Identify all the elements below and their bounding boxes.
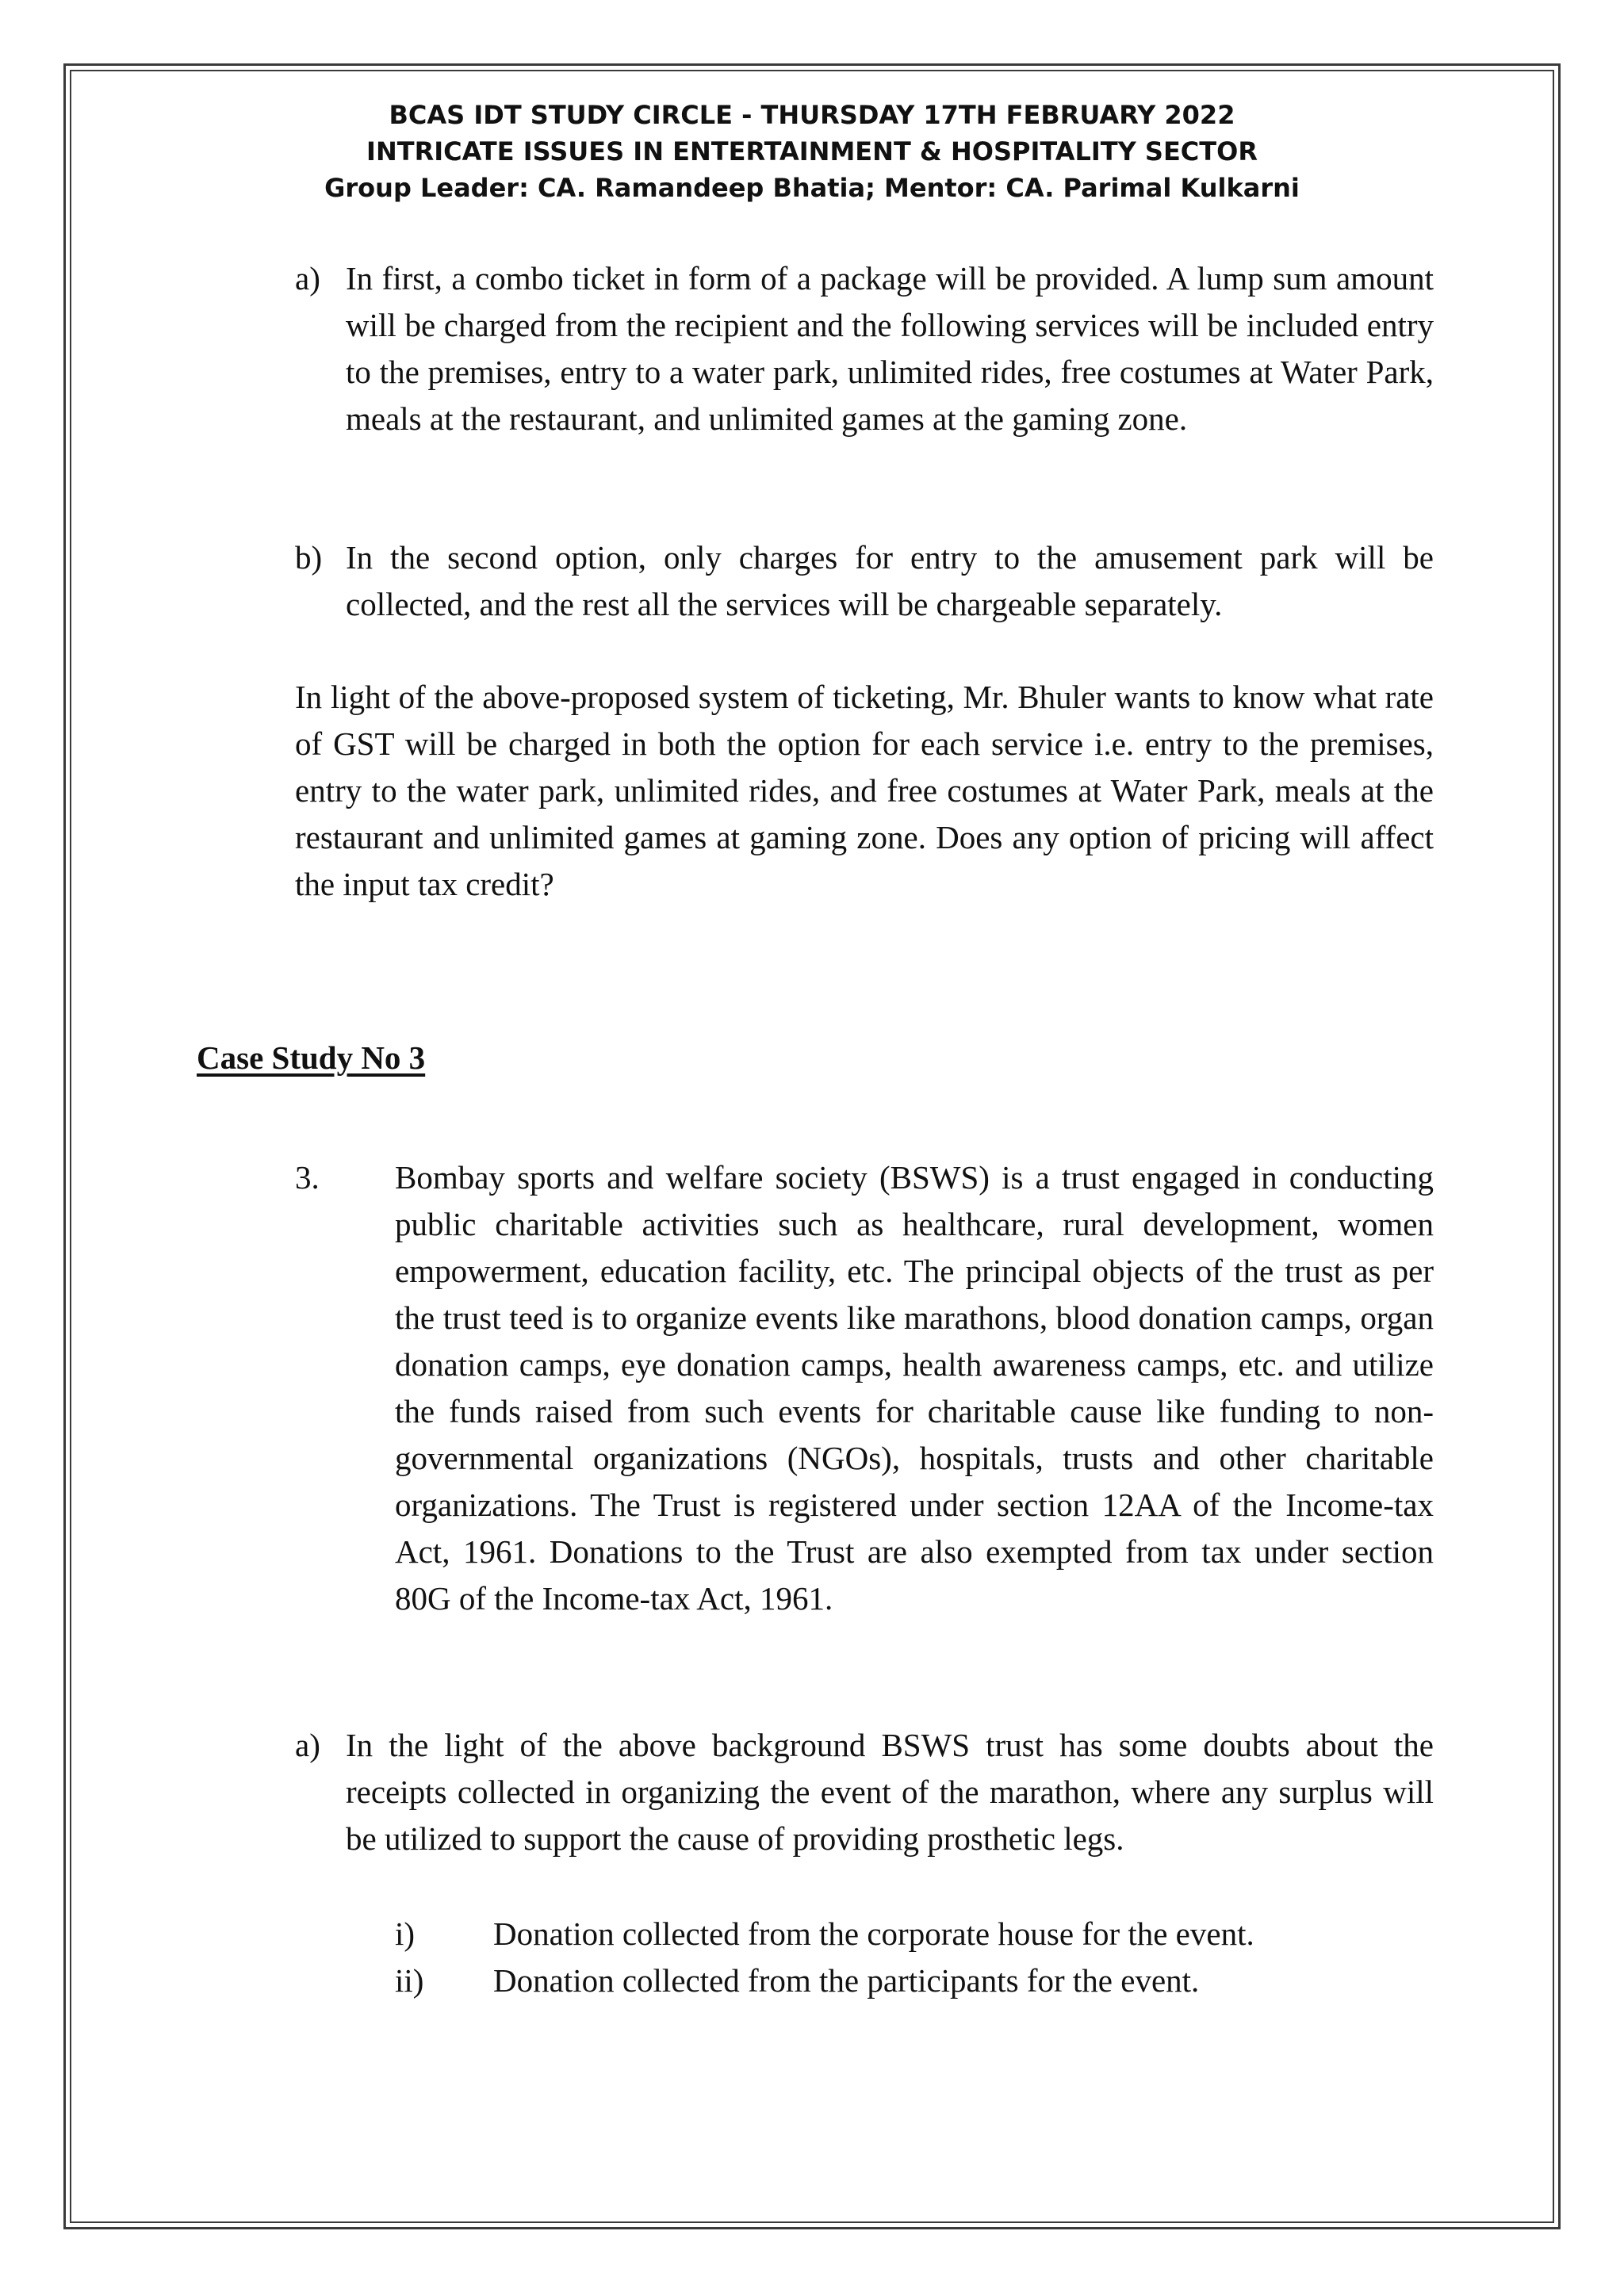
option-b-marker: b): [295, 539, 323, 576]
case-study-number: 3.: [295, 1159, 320, 1196]
header-line-3: Group Leader: CA. Ramandeep Bhatia; Mentor: CA. Parimal Kulkarni: [324, 173, 1300, 203]
option-b-text: In the second option, only charges for entry to the amusement park will be collected, and the rest all the services will be chargeable separately.: [346, 539, 1434, 622]
header-line-2: INTRICATE ISSUES IN ENTERTAINMENT & HOSPITALITY SECTOR: [366, 136, 1258, 166]
option-a-text: In first, a combo ticket in form of a package will be provided. A lump sum amount will be charged from the recipient and the following services will be included entry to the premises, entry to a water park, unlimited rides, free costumes at Water Park, meals at the restaurant, and unlimited games at the gaming zone.: [346, 260, 1434, 437]
option-a-marker: a): [295, 260, 320, 297]
document-header: [70, 97, 1554, 206]
sub-item-i-text: Donation collected from the corporate house for the event.: [493, 1915, 1254, 1952]
sub-item-i-marker: i): [395, 1915, 416, 1952]
case-question-a-marker: a): [295, 1727, 320, 1763]
sub-item-ii-marker: ii): [395, 1962, 424, 1999]
case-study-title: Case Study No 3: [197, 1039, 426, 1076]
case-study-background: Bombay sports and welfare society (BSWS) is a trust engaged in conducting public charitable activities such as healthcare, rural development, women empowerment, education facility, etc. The principal objects of the trust as per the trust teed is to organize events like marathons, blood donation camps, organ donation camps, eye donation camps, health awareness camps, etc. and utilize the funds raised from such events for charitable cause like funding to non-governmental organizations (NGOs), hospitals, trusts and other charitable organizations. The Trust is registered under section 12AA of the Income-tax Act, 1961. Donations to the Trust are also exempted from tax under section 80G of the Income-tax Act, 1961.: [395, 1159, 1434, 1617]
header-line-1: BCAS IDT STUDY CIRCLE - THURSDAY 17TH FEBRUARY 2022: [389, 100, 1235, 130]
case-question-a-text: In the light of the above background BSWS trust has some doubts about the receipts collected in organizing the event of the marathon, where any surplus will be utilized to support the cause of providing prosthetic legs.: [346, 1727, 1434, 1857]
sub-item-ii-text: Donation collected from the participants for the event.: [493, 1962, 1200, 1999]
question-paragraph: In light of the above-proposed system of ticketing, Mr. Bhuler wants to know what rate of GST will be charged in both the option for each service i.e. entry to the premises, entry to the water park, unlimited rides, and free costumes at Water Park, meals at the restaurant and unlimited games at gaming zone. Does any option of pricing will affect the input tax credit?: [295, 679, 1434, 902]
